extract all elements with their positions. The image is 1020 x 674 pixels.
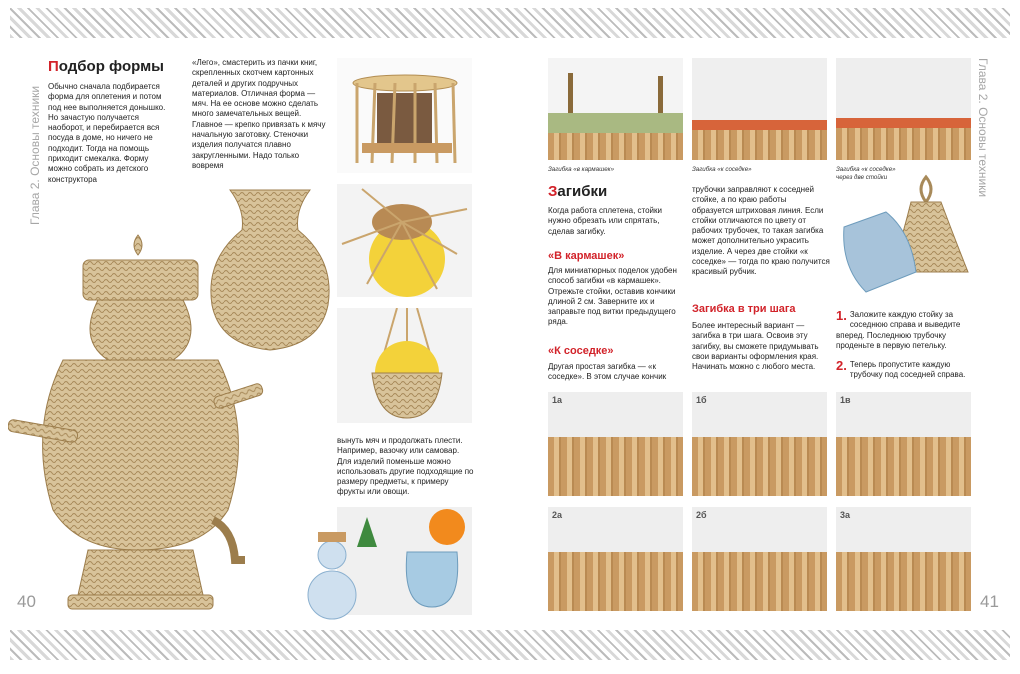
karman-stake-1 xyxy=(568,73,573,118)
caption-two-stakes: Загибка «к соседке» через две стойки xyxy=(836,166,896,181)
right-page-title xyxy=(548,183,607,200)
label-1b: 1б xyxy=(696,395,707,405)
right-title-rest: агибки xyxy=(557,183,608,200)
label-2a: 2а xyxy=(552,510,563,520)
heading-sosedke: «К соседке» xyxy=(548,345,614,357)
step-2-text: Теперь пропустите каждую трубочку под соседней справа. xyxy=(849,360,966,380)
step-1-text: Заложите каждую стойку за соседнюю справа и выведите вперед. Последнюю трубочку проденьте в первую петельку. xyxy=(836,310,961,350)
vase-photo xyxy=(200,185,340,355)
label-1a: 1а xyxy=(552,395,563,405)
label-3a: 3а xyxy=(840,510,851,520)
photo-3a-weave xyxy=(836,552,971,611)
decorative-top-band xyxy=(10,8,1010,38)
karman-stake-2 xyxy=(658,76,663,118)
photo-sosedke-bg xyxy=(692,58,827,120)
photo-1b-weave xyxy=(692,437,827,496)
photo-2a-weave xyxy=(548,552,683,611)
sosedke-text: Другая простая загибка — «к соседке». В этом случае кончик xyxy=(548,362,667,382)
left-page-title xyxy=(48,58,164,75)
right-text-col2: трубочки заправляют к соседней стойке, а по краю работы образуется штриховая линия. Если стойки отличаются по цвету от рабочих трубочек, то такая загибка может дополнительно украсить изделие. А через две стойки «к соседке» — тогда по краю получится красивый рубчик. xyxy=(692,185,830,277)
sosedke-red-row xyxy=(692,120,827,130)
two-stakes-red-row xyxy=(836,118,971,128)
decorative-bottom-band xyxy=(10,630,1010,660)
photo-2b-weave xyxy=(692,552,827,611)
left-chapter-label: Глава 2. Основы техники xyxy=(28,85,42,225)
photo-2a xyxy=(548,507,683,611)
ball-basket-drawing xyxy=(337,308,472,423)
label-1v: 1в xyxy=(840,395,851,405)
right-page-number: 41 xyxy=(980,592,999,611)
title-initial: П xyxy=(48,58,59,75)
heading-karman: «В кармашек» xyxy=(548,250,625,262)
caption-karman: Загибка «в кармашек» xyxy=(548,166,615,173)
right-chapter-label: Глава 2. Основы техники xyxy=(976,58,990,198)
left-page-number: 40 xyxy=(17,592,36,611)
heading-three-steps: Загибка в три шага xyxy=(692,303,796,315)
bell-basket-photo xyxy=(836,172,976,302)
lego-form-photo xyxy=(337,58,472,173)
title-rest: одбор формы xyxy=(58,58,164,75)
photo-1a-weave xyxy=(548,437,683,496)
caption-sosedke: Загибка «к соседке» xyxy=(692,166,752,173)
intro-text: Когда работа сплетена, стойки нужно обрезать или спрятать, сделав загибку. xyxy=(548,206,662,236)
left-text-col3: вынуть мяч и продолжать плести. Например, вазочку или самовар. Для изделий поменьше можно использовать другие подходящие по размеру предметы, к примеру фрукты или овощи. xyxy=(337,436,474,497)
photo-two-stakes-bg xyxy=(836,58,971,118)
photo-two-stakes xyxy=(836,58,971,160)
step-1 xyxy=(836,310,972,351)
step-2 xyxy=(836,360,972,381)
photo-karman xyxy=(548,58,683,160)
lego-form-drawing xyxy=(337,58,472,173)
ball-start-drawing xyxy=(337,184,472,297)
label-2b: 2б xyxy=(696,510,707,520)
ball-basket-photo xyxy=(337,308,472,423)
left-text-col1: Обычно сначала подбирается форма для оплетения и потом под нее выполняется донышко. Но зачастую получается наоборот, и перебирается вся посуда в доме, но ничего не подходит. Тогда на помощь приходит смекалка. Форму можно собрать из детского конструктора xyxy=(48,82,166,184)
photo-3a xyxy=(836,507,971,611)
karman-text: Для миниатюрных поделок удобен способ загибки «в кармашек». Отрежьте стойки, оставив кончики длиной 2 см. Заверните их и заправьте под витки предыдущего ряда. xyxy=(548,266,677,327)
step-1-number: 1. xyxy=(836,308,847,323)
photo-2b xyxy=(692,507,827,611)
photo-1a xyxy=(548,392,683,496)
ball-start-photo xyxy=(337,184,472,297)
step-2-number: 2. xyxy=(836,358,847,373)
left-text-col2: «Лего», смастерить из пачки книг, скрепленных скотчем картонных деталей и других подручных материалов. Отличная форма — мяч. На ее основе можно сделать много замечательных вещей. Главное — крепко привязать к мячу начальную заготовку. Стеночки изделия получатся плавно закругленными. Надо только вовремя xyxy=(192,58,326,170)
karman-green-row xyxy=(548,113,683,133)
photo-1v-weave xyxy=(836,437,971,496)
right-title-initial: З xyxy=(548,183,558,200)
three-steps-text: Более интересный вариант — загибка в три шага. Освоив эту загибку, вы сможете придумывать свои варианты оформления края. Начинать можно с любого места. xyxy=(692,321,819,372)
photo-1v xyxy=(836,392,971,496)
photo-1b xyxy=(692,392,827,496)
photo-sosedke xyxy=(692,58,827,160)
snowman-figure xyxy=(292,520,372,625)
